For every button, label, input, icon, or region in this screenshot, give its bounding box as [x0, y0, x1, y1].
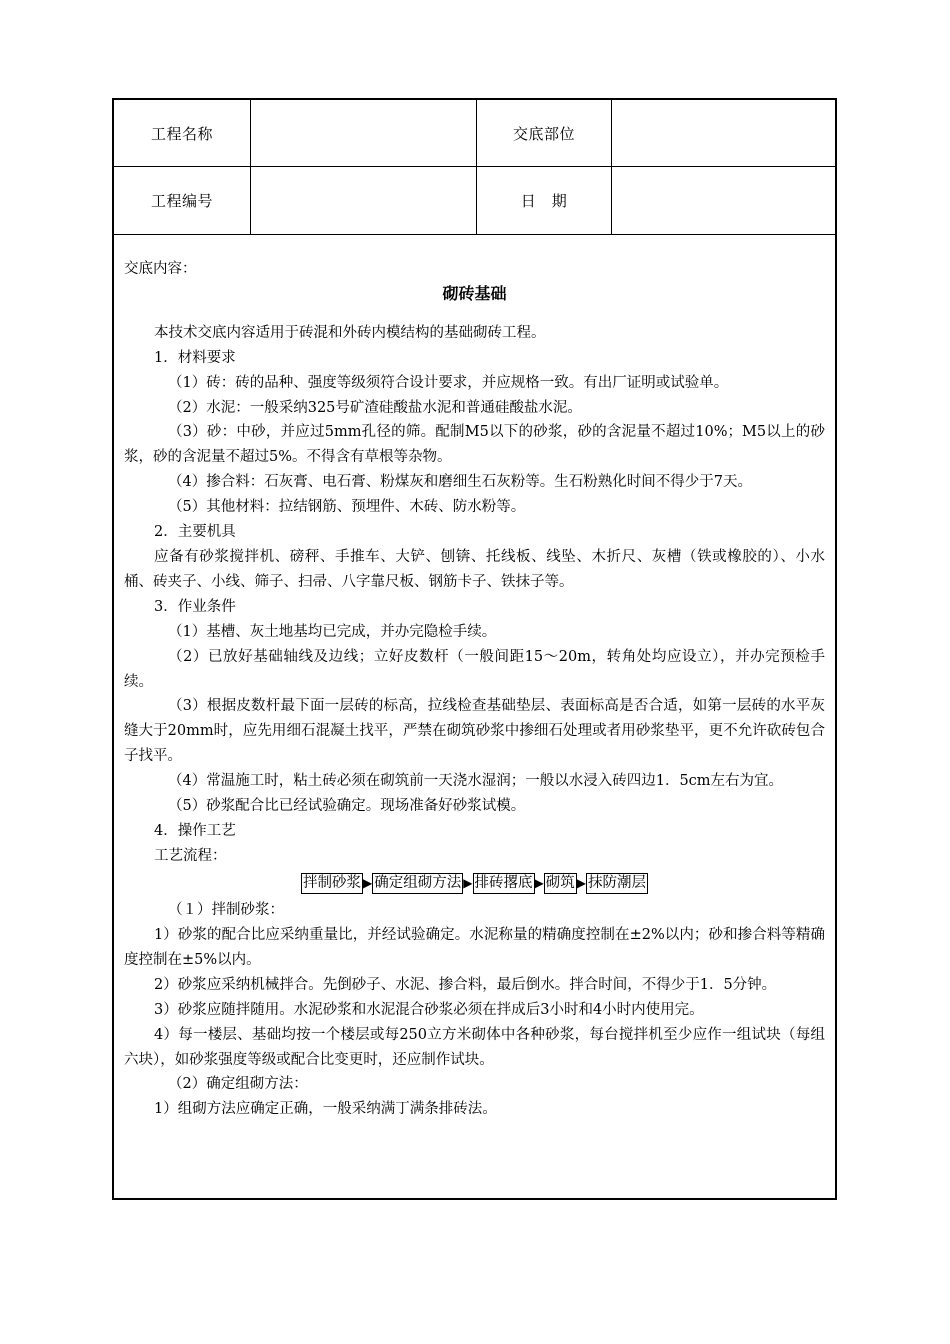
paragraph: （4）掺合料：石灰膏、电石膏、粉煤灰和磨细生石灰粉等。生石粉熟化时间不得少于7天。: [168, 474, 752, 491]
intro-paragraph: 本技术交底内容适用于砖混和外砖内模结构的基础砌砖工程。: [154, 324, 546, 341]
paragraph: （5）其他材料：拉结钢筋、预埋件、木砖、防水粉等。: [168, 499, 526, 516]
paragraph: 3）砂浆应随拌随用。水泥砂浆和水泥混合砂浆必须在拌成后3小时和4小时内使用完。: [154, 1001, 704, 1018]
subsection-heading: （１）拌制砂浆：: [168, 902, 284, 919]
project-no-field[interactable]: [251, 167, 476, 234]
arrow-right-icon: ▶: [463, 875, 473, 890]
project-name-label: 工程名称: [150, 124, 213, 143]
content-label: 交底内容：: [124, 261, 197, 277]
paragraph: （1）砖：砖的品种、强度等级须符合设计要求，并应规格一致。有出厂证明或试验单。: [168, 374, 729, 391]
flow-step: 砌筑: [544, 873, 577, 894]
arrow-right-icon: ▶: [534, 875, 544, 890]
section-heading: 2．主要机具: [154, 524, 236, 541]
paragraph: （2）已放好基础轴线及边线；立好皮数杆（一般间距15～20m，转角处均应设立），并办完预检手续。: [124, 648, 825, 690]
paragraph: （5）砂浆配合比已经试验确定。现场准备好砂浆试模。: [168, 798, 526, 815]
paragraph: （3）砂：中砂，并应过5mm孔径的筛。配制M5以下的砂浆，砂的含泥量不超过10%；M5以上的砂浆，砂的含泥量不超过5%。不得含有草根等杂物。: [124, 424, 825, 466]
section-heading: 4．操作工艺: [154, 822, 236, 839]
paragraph: （1）基槽、灰土地基均已完成，并办完隐检手续。: [168, 623, 497, 640]
paragraph: 1）组砌方法应确定正确，一般采纳满丁满条排砖法。: [154, 1101, 497, 1118]
paragraph: 2）砂浆应采纳机械拌合。先倒砂子、水泥、掺合料，最后倒水。拌合时间，不得少于1．5分钟。: [154, 976, 777, 993]
paragraph: 4）每一楼层、基础均按一个楼层或每250立方米砌体中各种砂浆，每台搅拌机至少应作一组试块（每组六块），如砂浆强度等级或配合比变更时，还应制作试块。: [124, 1026, 825, 1068]
date-label: 日 期: [520, 192, 568, 210]
flow-step: 拌制砂浆: [301, 873, 363, 894]
paragraph: 1）砂浆的配合比应采纳重量比，并经试验确定。水泥称量的精确度控制在±2%以内；砂和掺合料等精确度控制在±5%以内。: [124, 927, 825, 968]
paragraph: （4）常温施工时，粘土砖必须在砌筑前一天浇水湿润；一般以水浸入砖四边1．5cm左右为宜。: [168, 773, 784, 790]
flow-step: 排砖撂底: [473, 873, 535, 894]
handover-part-field[interactable]: [612, 100, 835, 166]
section-heading: 3．作业条件: [154, 598, 236, 615]
date-field[interactable]: [612, 167, 835, 234]
paragraph: （3）根据皮数杆最下面一层砖的标高，拉线检查基础垫层、表面标高是否合适，如第一层砖的水平灰缝大于20mm时，应先用细石混凝土找平，严禁在砌筑砂浆中掺细石处理或者用砂浆垫平，更不允许砍砖包合子找平。: [124, 698, 825, 765]
document-title: 砌砖基础: [442, 283, 507, 303]
project-no-label: 工程编号: [150, 192, 213, 210]
handover-content: [124, 257, 825, 1122]
paragraph: （2）水泥：一般采纳325号矿渣硅酸盐水泥和普通硅酸盐水泥。: [168, 399, 582, 416]
flow-label: 工艺流程：: [154, 847, 227, 864]
handover-part-label: 交底部位: [512, 124, 575, 143]
section-heading: 1．材料要求: [154, 349, 236, 366]
handover-form: [112, 98, 837, 1200]
arrow-right-icon: ▶: [363, 875, 373, 890]
arrow-right-icon: ▶: [576, 875, 586, 890]
project-name-field[interactable]: [251, 100, 476, 166]
row-divider: [114, 234, 835, 235]
paragraph: 应备有砂浆搅拌机、磅秤、手推车、大铲、刨锛、托线板、线坠、木折尺、灰槽（铁或橡胶的）、小水桶、砖夹子、小线、筛子、扫帚、八字靠尺板、钢筋卡子、铁抹子等。: [124, 548, 825, 590]
process-flow: [124, 871, 825, 896]
flow-step: 确定组砌方法: [372, 873, 463, 894]
flow-step: 抹防潮层: [586, 873, 648, 894]
subsection-heading: （2）确定组砌方法：: [168, 1076, 308, 1093]
